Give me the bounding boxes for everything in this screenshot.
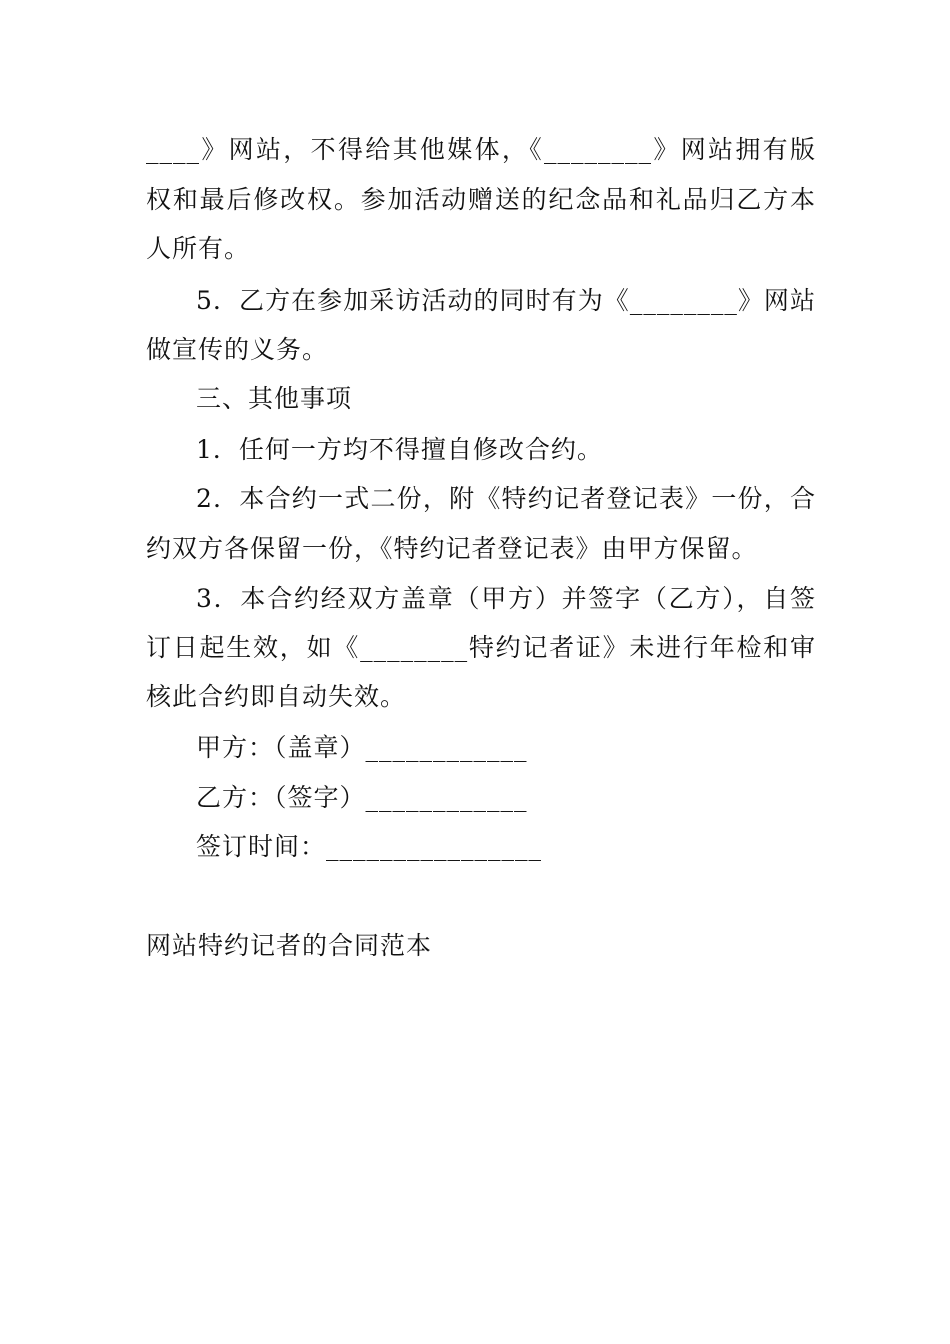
section-3-item-3-line-3: 核此合约即自动失效。: [146, 682, 407, 711]
section-3-heading: 三、其他事项: [196, 384, 353, 413]
section-3-item-3-line-1: 3．本合约经双方盖章（甲方）并签字（乙方），自签: [196, 584, 816, 613]
party-b-signature-line: 乙方：（签字）____________: [196, 783, 528, 812]
section-3-item-2-line-1: 2．本合约一式二份，附《特约记者登记表》一份，合: [196, 484, 816, 513]
paragraph-4-line-1: ____》网站，不得给其他媒体，《________》网站拥有版: [146, 135, 816, 164]
sign-date-line: 签订时间：________________: [196, 832, 543, 861]
section-3-item-1: 1．任何一方均不得擅自修改合约。: [196, 435, 603, 464]
section-3-item-3-line-2: 订日起生效，如《________特约记者证》未进行年检和审: [146, 633, 816, 662]
paragraph-5-line-1: 5．乙方在参加采访活动的同时有为《________》网站: [196, 286, 816, 315]
party-a-seal-line: 甲方：（盖章）____________: [196, 733, 528, 762]
paragraph-5-line-2: 做宣传的义务。: [146, 335, 329, 364]
next-document-title: 网站特约记者的合同范本: [146, 931, 433, 960]
paragraph-4-line-3: 人所有。: [146, 234, 251, 263]
paragraph-4-line-2: 权和最后修改权。参加活动赠送的纪念品和礼品归乙方本: [146, 185, 816, 214]
section-3-item-2-line-2: 约双方各保留一份，《特约记者登记表》由甲方保留。: [146, 534, 758, 563]
